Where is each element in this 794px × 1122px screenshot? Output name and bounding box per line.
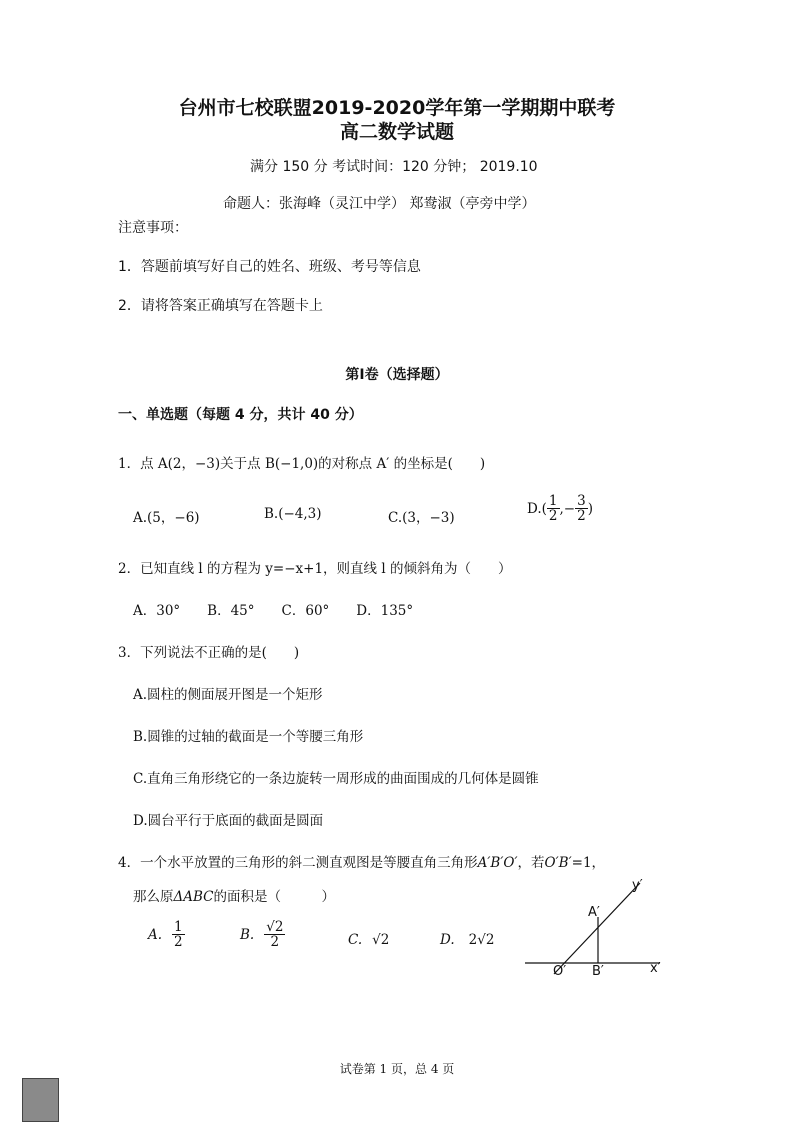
q4-stem-text-4: 那么原 <box>133 889 174 905</box>
q1-d-prefix: D.( <box>527 500 547 517</box>
exam-title: 台州市七校联盟2019-2020学年第一学期期中联考 <box>178 97 616 119</box>
q4-figure <box>520 875 680 985</box>
q1-d-numerator-2: 3 <box>577 493 586 509</box>
corner-marker <box>22 1078 59 1122</box>
q4-triangle-label: A′B′O′ <box>477 855 518 871</box>
q1-d-denominator-1: 2 <box>548 508 558 525</box>
q4-option-c <box>348 932 389 948</box>
q1-d-numerator-1: 1 <box>548 493 558 509</box>
q1-option-c: C.(3，−3) <box>388 510 455 526</box>
q4-option-a <box>148 920 185 949</box>
q4-stem-line1 <box>118 851 605 871</box>
q4-a-fraction <box>172 920 185 949</box>
q2-options: A．30° B．45° C．60° D．135° <box>133 603 414 619</box>
q4-d-label: D. <box>440 932 455 948</box>
label-y-prime: y′ <box>632 878 643 893</box>
label-b-prime: B′ <box>592 964 604 979</box>
q4-c-value: √2 <box>372 932 390 948</box>
q4-segment-label: O′B′ <box>544 855 572 871</box>
q4-original-triangle: ΔABC <box>173 889 214 905</box>
q1-d-separator: ,− <box>559 500 576 517</box>
q1-d-suffix: ) <box>587 500 593 517</box>
q4-b-fraction <box>264 920 285 949</box>
exam-meta: 满分 150 分 考试时间：120 分钟； 2019.10 <box>250 159 538 175</box>
q4-a-numerator: 1 <box>174 919 183 935</box>
q4-option-b <box>240 920 285 949</box>
exam-subtitle: 高二数学试题 <box>339 121 454 143</box>
q4-stem-line2 <box>133 885 335 905</box>
q1-d-fraction-2 <box>575 494 588 523</box>
exam-authors: 命题人：张海峰（灵江中学） 郑鸯淑（亭旁中学） <box>223 196 536 212</box>
q3-option-b: B.圆锥的过轴的截面是一个等腰三角形 <box>133 729 364 745</box>
q1-d-denominator-2: 2 <box>577 508 586 525</box>
label-o-prime: O′ <box>553 964 567 979</box>
q3-stem: 3．下列说法不正确的是( ) <box>118 645 300 661</box>
part-title: 一、单选题（每题 4 分，共计 40 分） <box>118 407 363 423</box>
q2-stem: 2．已知直线 l 的方程为 y=−x+1，则直线 l 的倾斜角为（ ） <box>118 561 512 577</box>
q4-b-denominator: 2 <box>270 934 280 951</box>
q4-stem-text-5: 的面积是（ ） <box>213 889 335 905</box>
q1-d-fraction-1 <box>547 494 560 523</box>
page-footer: 试卷第 1 页，总 4 页 <box>339 1062 455 1076</box>
q4-stem-text-3: =1， <box>571 855 606 871</box>
label-a-prime: A′ <box>588 905 600 920</box>
label-x-prime: x′ <box>650 961 661 976</box>
q1-option-b: B.(−4,3) <box>264 506 322 522</box>
q1-option-d <box>527 494 593 523</box>
q4-a-denominator: 2 <box>174 934 183 951</box>
q3-option-a: A.圆柱的侧面展开图是一个矩形 <box>133 687 323 703</box>
q1-option-a: A.(5，−6) <box>133 510 200 526</box>
q4-a-label: A. <box>148 926 163 943</box>
q4-c-label: C. <box>348 932 363 948</box>
q4-stem-text-2: ，若 <box>517 855 545 871</box>
notes-heading: 注意事项： <box>118 220 188 236</box>
q4-option-d <box>440 932 494 948</box>
q4-b-label: B. <box>240 926 255 943</box>
volume-title: 第Ⅰ卷（选择题） <box>345 367 449 383</box>
q4-d-value: 2√2 <box>468 932 495 948</box>
q4-stem-text-1: 4．一个水平放置的三角形的斜二测直观图是等腰直角三角形 <box>118 855 478 871</box>
q4-b-numerator: √2 <box>266 919 284 935</box>
y-axis <box>554 883 640 974</box>
q3-option-d: D.圆台平行于底面的截面是圆面 <box>133 813 324 829</box>
q3-option-c: C.直角三角形绕它的一条边旋转一周形成的曲面围成的几何体是圆锥 <box>133 771 539 787</box>
q1-stem: 1．点 A(2，−3)关于点 B(−1,0)的对称点 A′ 的坐标是( ) <box>118 456 486 472</box>
note-item: 2．请将答案正确填写在答题卡上 <box>118 298 323 314</box>
note-item: 1．答题前填写好自己的姓名、班级、考号等信息 <box>118 259 421 275</box>
